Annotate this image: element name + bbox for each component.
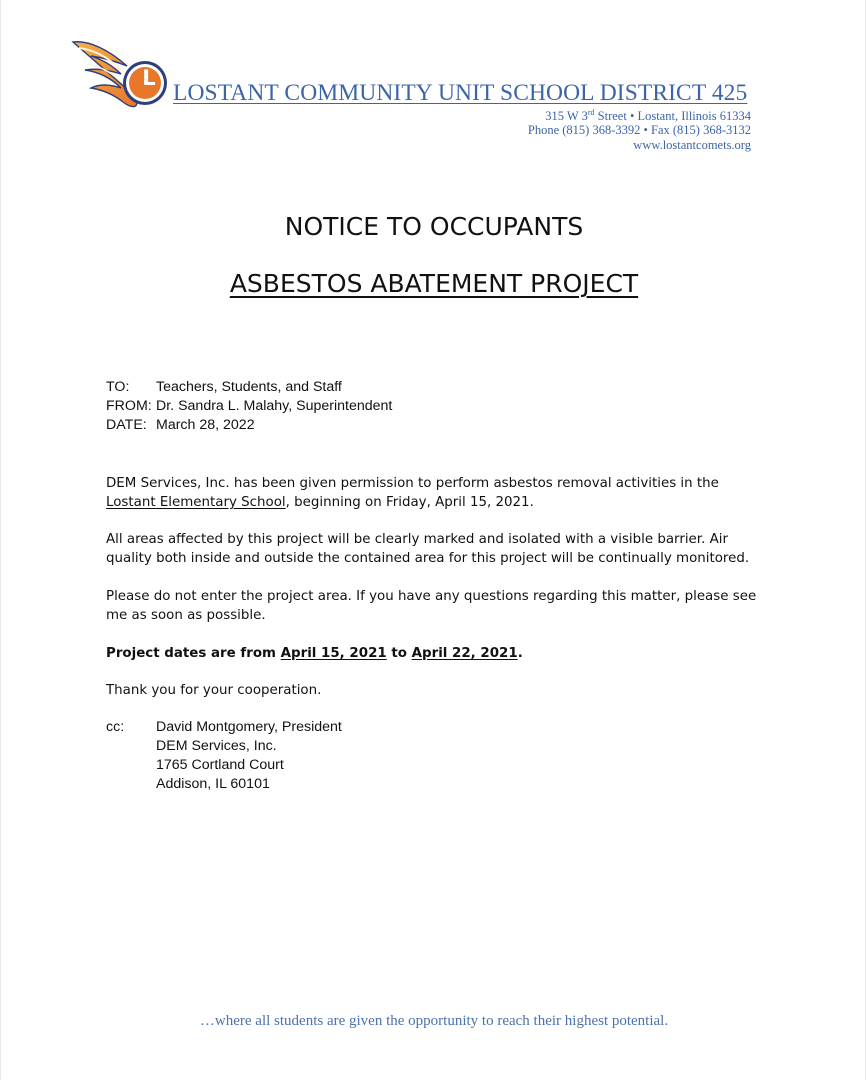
thank-you: Thank you for your cooperation. [106,683,322,698]
address-street: 315 W 3 [545,109,588,124]
project-start-date: April 15, 2021 [280,646,387,661]
district-phone-fax: Phone (815) 368-3392 • Fax (815) 368-3132 [527,123,751,137]
memo-from-value: Dr. Sandra L. Malahy, Superintendent [156,398,393,414]
notice-title: NOTICE TO OCCUPANTS [284,212,584,241]
project-title [1,269,866,298]
cc-city: Addison, IL 60101 [156,776,270,792]
school-name: Lostant Elementary School [106,495,286,510]
paragraph-barrier: All areas affected by this project will be clearly marked and isolated with a visible barrier. Air quality both inside and outside the contained area for this project will be continually monitored. [106,532,750,566]
cc-line-3 [106,757,284,773]
memo-date-label: DATE: [106,417,147,433]
logo-letter: L [142,66,156,90]
memo-date [106,417,255,433]
memo-date-value: March 28, 2022 [156,417,255,433]
project-dates-label: Project dates are from [106,646,281,661]
cc-label: cc: [106,719,125,735]
cc-company: DEM Services, Inc. [156,738,277,754]
paragraph-do-not-enter: Please do not enter the project area. If you have any questions regarding this matter, please see me as soon as possible. [106,589,757,623]
memo-from-label: FROM: [106,398,152,414]
project-end-date: April 22, 2021 [411,646,518,661]
address-superscript: rd [587,108,595,117]
memo-to-label: TO: [106,379,130,395]
project-title-text: ASBESTOS ABATEMENT PROJECT [229,269,639,298]
project-dates [106,644,762,663]
document-page [1,0,865,1080]
paragraph-permission [106,474,762,512]
footer-tagline: …where all students are given the opportunity to reach their highest potential. [199,1013,669,1029]
memo-to [106,379,342,395]
district-website: www.lostantcomets.org [633,138,751,152]
paragraph-permission-end: , beginning on Friday, April 15, 2021. [285,495,534,510]
address-city: Street • Lostant, Illinois 61334 [594,109,751,124]
cc-line-4 [106,776,270,792]
district-address [545,108,751,124]
cc-line-1 [106,719,342,735]
cc-recipient: David Montgomery, President [156,719,342,735]
cc-line-2 [106,738,277,754]
cc-street: 1765 Cortland Court [156,757,284,773]
memo-from [106,398,392,414]
project-dates-to: to [386,646,412,661]
paragraph-permission-text: DEM Services, Inc. has been given permission to perform asbestos removal activities in the [106,476,719,491]
memo-to-value: Teachers, Students, and Staff [156,379,342,395]
district-name: LOSTANT COMMUNITY UNIT SCHOOL DISTRICT 425 [173,80,748,106]
project-dates-period: . [517,646,523,661]
